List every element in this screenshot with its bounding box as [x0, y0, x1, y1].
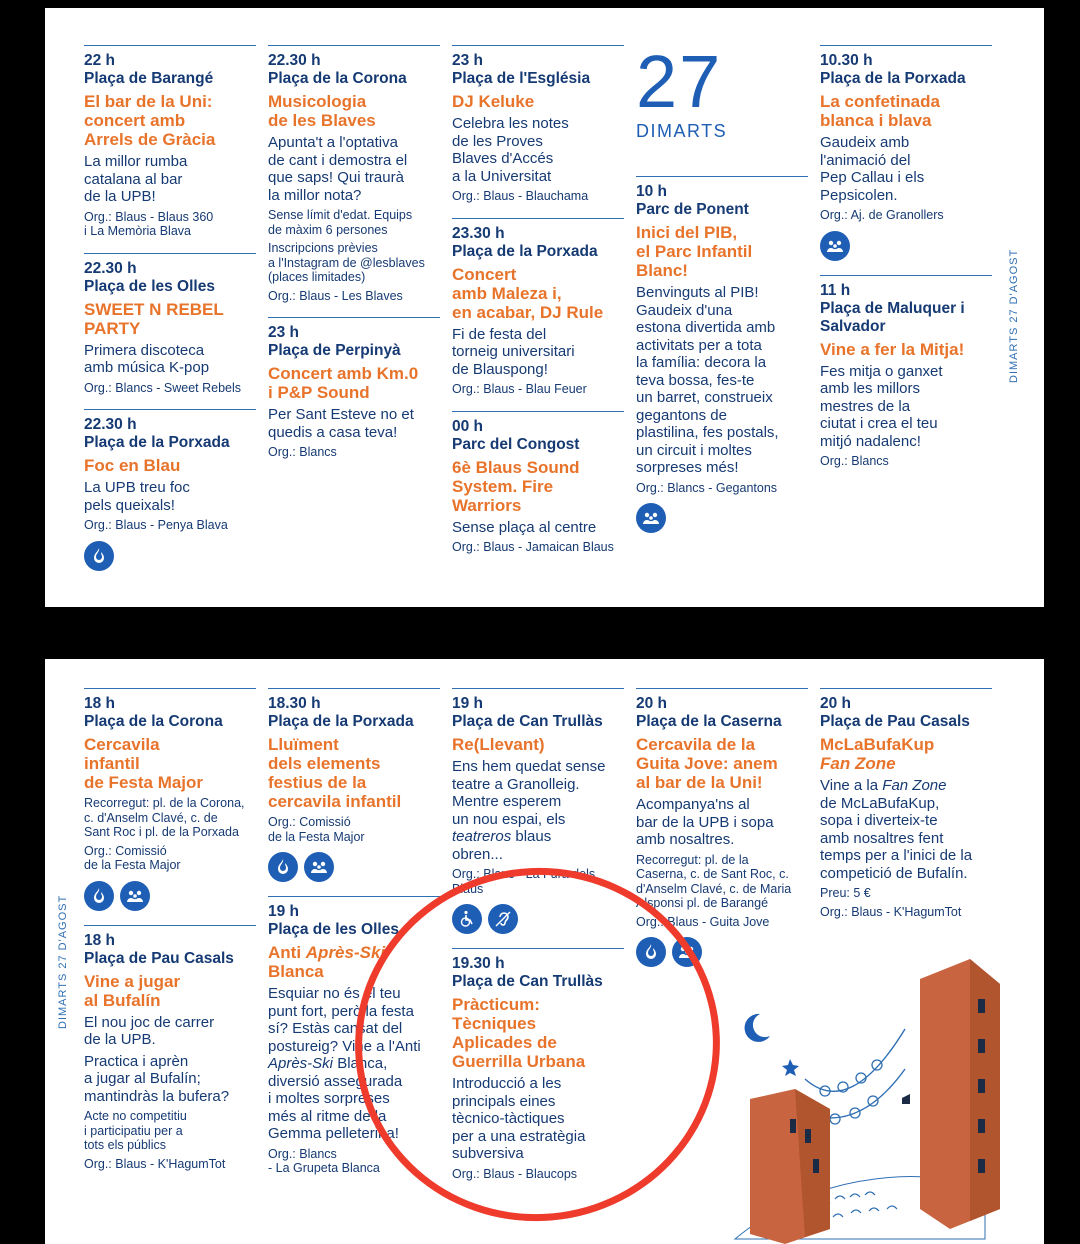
event-title-italic: Après-Ski [305, 943, 386, 962]
event-inici-pib [636, 176, 808, 533]
event-description-part: blaus obren... [452, 828, 552, 863]
event-place: Plaça de les Olles [84, 277, 215, 295]
event-organizer: Org.: Blaus - Les Blaves [268, 288, 403, 303]
column-2 [268, 45, 440, 474]
family-icon [120, 881, 150, 911]
fire-icon [84, 881, 114, 911]
event-place: Plaça de la Corona [268, 70, 407, 87]
event-time: 20 h [820, 695, 852, 712]
event-title: Vine a fer la Mitja! [820, 339, 965, 359]
event-description: Primera discoteca amb música K-pop [84, 341, 210, 376]
event-description-italic: teatreros [452, 828, 512, 845]
day-number: 27 [636, 40, 723, 123]
event-place: Plaça de Can Trullàs [452, 713, 603, 730]
event-description [452, 758, 624, 863]
column-1 [84, 45, 256, 585]
event-foc-en-blau [84, 409, 256, 571]
event-time: 22 h [84, 52, 116, 69]
event-description [820, 777, 992, 882]
column-5 [820, 688, 992, 933]
event-title: Concert amb Maleza i, en acabar, DJ Rule [452, 264, 604, 322]
event-mclabufakup [820, 688, 992, 919]
side-date-label: DIMARTS 27 D'AGOST [57, 894, 69, 1029]
festival-illustration [695, 959, 1040, 1244]
event-place: Plaça de Barangé [84, 70, 214, 87]
event-organizer: Org.: Aj. de Granollers [820, 208, 944, 222]
event-place: Plaça de la Corona [84, 713, 223, 730]
event-description: Fes mitja o ganxet amb les millors mestres de la ciutat i crea el teu mitjó nadalenc! [820, 362, 943, 450]
event-time: 10.30 h [820, 52, 873, 69]
event-registration: Inscripcions prèvies a l'Instagram de @lesblaves (places limitades) [268, 241, 425, 284]
event-organizer: Org.: Blaus - La Fura dels Blaus [452, 867, 596, 896]
event-description: Gaudeix amb l'animació del Pep Callau i els Pepsicolen. [820, 134, 925, 204]
event-place: Plaça de Pau Casals [84, 949, 234, 967]
event-title: Re(Llevant) [452, 735, 545, 754]
program-page-top [45, 8, 1044, 607]
event-description-italic: Fan Zone [882, 777, 947, 794]
event-time: 23.30 h [452, 224, 505, 242]
event-time: 18 h [84, 695, 116, 712]
event-organizer: Org.: Blancs - Gegantons [636, 480, 778, 495]
event-organizer: Org.: Blaus - Blaus 360 i La Memòria Blava [84, 209, 214, 238]
event-description: Introducció a les principals eines tècnico-tàctiques per a una estratègia subversiva [452, 1075, 586, 1162]
event-organizer: Org.: Blaus - K'HagumTot [820, 904, 962, 919]
event-time: 10 h [636, 183, 668, 200]
event-dj-keluke [452, 45, 624, 204]
event-organizer: Org.: Blaus - Blaucops [452, 1166, 578, 1181]
event-organizer: Org.: Blaus - K'HagumTot [84, 1156, 226, 1171]
family-icon [304, 852, 334, 882]
event-route: Recorregut: pl. de la Caserna, c. de Sant Roc, c. d'Anselm Clavé, c. de Maria Alsponsi pl. de Barangé [636, 852, 792, 910]
event-description: Per Sant Esteve no et quedis a casa teva! [268, 406, 414, 441]
event-subtitle-italic: Fan Zone [820, 754, 896, 773]
event-organizer: Org.: Blaus - Blau Feuer [452, 382, 587, 396]
fire-icon [84, 541, 114, 571]
event-time: 23 h [452, 52, 484, 69]
event-title: Musicologia de les Blaves [268, 92, 376, 130]
event-organizer: Org.: Comissió de la Festa Major [268, 815, 365, 844]
event-concert-km0 [268, 317, 440, 460]
event-title: Foc en Blau [84, 456, 181, 475]
event-place: Plaça de les Olles [268, 921, 399, 938]
family-icon [820, 231, 850, 261]
event-description-italic: Après-Ski [268, 1055, 334, 1072]
event-place: Parc de Ponent [636, 201, 749, 218]
event-time: 19 h [452, 695, 484, 712]
event-organizer: Org.: Blaus - Penya Blava [84, 518, 228, 532]
event-note: Acte no competitiu i participatiu per a tots els públics [84, 1109, 187, 1152]
event-description-part: Esquiar no és el teu punt fort, però la festa sí? Estàs cansat del postureig? Vine a l'Anti [268, 985, 421, 1055]
event-time: 22.30 h [84, 259, 137, 277]
event-place: Plaça de l'Església [452, 70, 591, 87]
event-organizer: Org.: Blancs - Sweet Rebels [84, 380, 242, 395]
event-organizer: Org.: Blancs - La Grupeta Blanca [268, 1146, 380, 1175]
event-lluiment [268, 688, 440, 882]
event-organizer: Org.: Blaus - Blauchama [452, 189, 589, 203]
event-description: Fi de festa del torneig universitari de Blauspong! [452, 325, 575, 378]
event-place: Plaça de la Caserna [636, 713, 782, 730]
event-place: Plaça de Maluquer i Salvador [820, 299, 965, 335]
star-icon [782, 1059, 799, 1076]
event-organizer: Org.: Blaus - Guita Jove [636, 914, 770, 929]
event-place: Plaça de Can Trullàs [452, 973, 603, 990]
event-place: Plaça de la Porxada [84, 434, 230, 451]
event-title: McLaBufaKup [820, 735, 935, 754]
event-sweet-rebel [84, 253, 256, 396]
event-time: 22.30 h [268, 52, 321, 69]
family-icon [636, 503, 666, 533]
event-organizer: Org.: Blancs [820, 454, 889, 468]
event-musicologia [268, 45, 440, 303]
event-place: Plaça de la Porxada [820, 70, 966, 87]
day-name: DIMARTS [636, 121, 728, 141]
event-organizer: Org.: Blaus - Jamaican Blaus [452, 540, 614, 554]
event-blaus-sound-system [452, 411, 624, 555]
event-note: Sense límit d'edat. Equips de màxim 6 persones [268, 208, 413, 237]
event-organizer: Org.: Blancs [268, 445, 337, 459]
event-price: Preu: 5 € [820, 886, 871, 900]
event-place: Plaça de Pau Casals [820, 713, 970, 730]
event-title: Cercavila de la Guita Jove: anem al bar de la Uni! [636, 735, 778, 792]
event-description: Apunta't a l'optativa de cant i demostra el que saps! Qui traurà la millor nota? [268, 134, 408, 204]
event-description-part: de McLaBufaKup, sopa i diverteix-te amb nosaltres fent temps per a l'inici de la competició de Bufalín. [820, 794, 973, 882]
event-time: 19.30 h [452, 955, 505, 972]
event-description: La UPB treu foc pels queixals! [84, 479, 190, 514]
event-title: Cercavila infantil de Festa Major [84, 735, 204, 792]
event-title: El bar de la Uni: concert amb Arrels de Gràcia [84, 92, 216, 149]
event-place: Parc del Congost [452, 435, 580, 453]
event-description-part: Vine a la [820, 777, 883, 794]
moon-icon [745, 1014, 770, 1042]
event-time: 18.30 h [268, 695, 321, 712]
event-time: 00 h [452, 417, 484, 435]
event-title-part: Anti [268, 943, 306, 962]
event-description: Acompanya'ns al bar de la UPB i sopa amb nosaltres. [636, 796, 774, 848]
event-confetinada [820, 45, 992, 261]
event-time: 18 h [84, 931, 116, 949]
event-bar-uni [84, 45, 256, 239]
event-title: Concert amb Km.0 i P&P Sound [268, 364, 419, 402]
event-vine-jugar-bufalin [84, 925, 256, 1172]
column-1 [84, 688, 256, 1185]
event-mitja [820, 275, 992, 469]
event-place: Plaça de Perpinyà [268, 342, 401, 359]
event-title: Lluïment dels elements festius de la cercavila infantil [268, 735, 402, 811]
event-description-part: Blanca, diversió assegurada i moltes sorpreses més al ritme de la Gemma pelleterina! [268, 1055, 403, 1142]
fire-icon [268, 852, 298, 882]
event-place: Plaça de la Porxada [452, 242, 598, 260]
column-3 [452, 45, 624, 569]
event-title: La confetinada blanca i blava [820, 92, 940, 130]
event-concert-maleza [452, 218, 624, 397]
event-title: 6è Blaus Sound System. Fire Warriors [452, 457, 580, 515]
event-time: 22.30 h [84, 416, 137, 433]
event-description: El nou joc de carrer de la UPB. [84, 1013, 215, 1048]
event-subtitle [820, 754, 992, 773]
event-description: Celebra les notes de les Proves Blaves d'Accés a la Universitat [452, 115, 569, 185]
event-description: Benvinguts al PIB! Gaudeix d'una estona divertida amb activitats per a tota la família: decora la teva bossa, fes-te un barret, construeix gegantons de plastilina, fes postals, un circuit i moltes sorpreses més! [636, 284, 779, 476]
side-date-label: DIMARTS 27 D'AGOST [1008, 248, 1020, 383]
event-description-part: Ens hem quedat sense teatre a Granolleig. Mentre esperem un nou espai, els [452, 758, 606, 828]
event-time: 23 h [268, 324, 300, 341]
event-time: 19 h [268, 903, 300, 920]
column-4 [636, 40, 808, 547]
event-description-extra: Practica i aprèn a jugar al Bufalín; mantindràs la bufera? [84, 1052, 230, 1105]
column-5 [820, 45, 992, 483]
event-title: Vine a jugar al Bufalín [84, 971, 181, 1010]
event-title: Inici del PIB, el Parc Infantil Blanc! [636, 223, 753, 280]
event-organizer: Org.: Comissió de la Festa Major [84, 843, 181, 872]
event-title-part: Blanca [268, 962, 324, 981]
event-time: 20 h [636, 695, 668, 712]
event-route: Recorregut: pl. de la Corona, c. d'Anselm Clavé, c. de Sant Roc i pl. de la Porxada [84, 796, 245, 839]
event-title: DJ Keluke [452, 92, 535, 111]
event-cercavila-infantil [84, 688, 256, 911]
event-time: 11 h [820, 281, 851, 299]
day-header [636, 40, 808, 142]
event-title: Pràcticum: Tècniques Aplicades de Guerrilla Urbana [452, 995, 586, 1071]
event-place: Plaça de la Porxada [268, 713, 414, 730]
event-title: SWEET N REBEL PARTY [84, 299, 224, 338]
event-description: Sense plaça al centre [452, 518, 597, 536]
event-description: La millor rumba catalana al bar de la UPB! [84, 153, 188, 205]
